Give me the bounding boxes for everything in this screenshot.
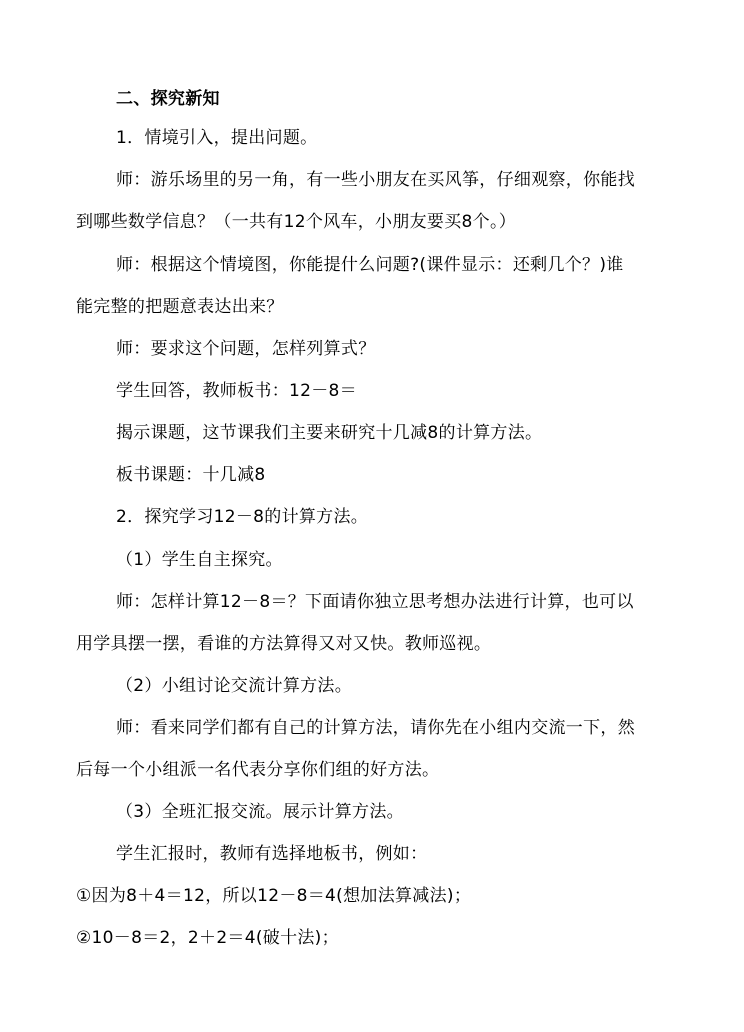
paragraph-line: （2）小组讨论交流计算方法。 — [116, 676, 353, 696]
paragraph-line: 到哪些数学信息？（一共有12个风车，小朋友要买8个。） — [76, 212, 517, 232]
section-heading: 二、探究新知 — [116, 89, 220, 109]
paragraph-line: 1．情境引入，提出问题。 — [116, 128, 318, 148]
paragraph-line: 学生汇报时，教师有选择地板书，例如： — [116, 844, 428, 864]
paragraph-line: 2．探究学习12－8的计算方法。 — [116, 507, 369, 527]
paragraph-line: ②10－8＝2，2＋2＝4(破十法)； — [76, 928, 339, 948]
paragraph-line: 板书课题：十几减8 — [116, 465, 266, 485]
paragraph-line: 师：游乐场里的另一角，有一些小朋友在买风筝，仔细观察，你能找 — [116, 170, 635, 190]
paragraph-line: 师：看来同学们都有自己的计算方法，请你先在小组内交流一下，然 — [116, 718, 635, 738]
paragraph-line: 师：怎样计算12－8＝？下面请你独立思考想办法进行计算，也可以 — [116, 592, 634, 612]
paragraph-line: （1）学生自主探究。 — [116, 550, 283, 570]
paragraph-line: 师：根据这个情境图，你能提什么问题?(课件显示：还剩几个？)谁 — [116, 255, 624, 275]
paragraph-line: （3）全班汇报交流。展示计算方法。 — [116, 802, 404, 822]
paragraph-line: 师：要求这个问题，怎样列算式？ — [116, 339, 376, 359]
paragraph-line: 用学具摆一摆，看谁的方法算得又对又快。教师巡视。 — [76, 634, 492, 654]
paragraph-line: ①因为8＋4＝12，所以12－8＝4(想加法算减法)； — [76, 886, 472, 906]
paragraph-line: 能完整的把题意表达出来？ — [76, 297, 284, 317]
paragraph-line: 后每一个小组派一名代表分享你们组的好方法。 — [76, 760, 440, 780]
paragraph-line: 学生回答，教师板书：12－8＝ — [116, 381, 357, 401]
paragraph-line: 揭示课题，这节课我们主要来研究十几减8的计算方法。 — [116, 423, 543, 443]
